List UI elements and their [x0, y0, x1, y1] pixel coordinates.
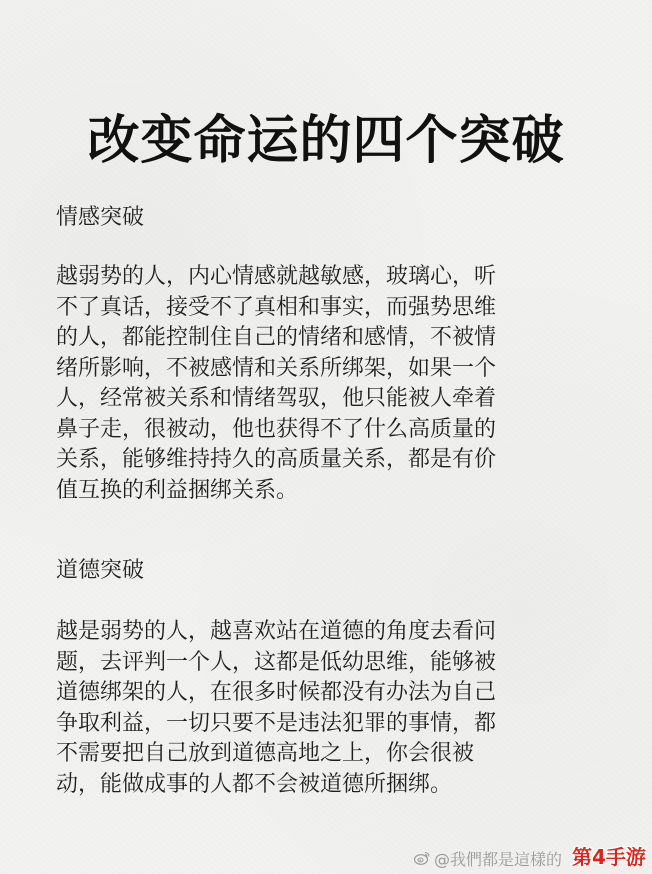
paragraph-line: 道德绑架的人，在很多时候都没有办法为自己: [56, 680, 497, 705]
section-heading-morality: 道德突破: [56, 558, 145, 583]
paragraph-line: 越是弱势的人，越喜欢站在道德的角度去看问: [56, 619, 497, 644]
brand-logo: 第4手游: [572, 845, 646, 869]
page-title: 改变命运的四个突破: [87, 111, 565, 171]
paragraph-line: 关系，能够维持持久的高质量关系，都是有价: [56, 447, 497, 472]
paragraph-line: 绪所影响，不被感情和关系所绑架，如果一个: [56, 355, 497, 381]
weibo-icon: [414, 851, 430, 865]
watermark-text: @我們都是這樣的: [434, 849, 563, 869]
paragraph-line: 不了真话，接受不了真相和事实，而强势思维: [56, 294, 497, 320]
paragraph-line: 争取利益，一切只要不是违法犯罪的事情，都: [56, 710, 497, 736]
section-paragraph-emotion: [56, 262, 616, 506]
paragraph-line: 动，能做成事的人都不会被道德所捆绑。: [56, 771, 453, 797]
paragraph-line: 的人，都能控制住自己的情绪和感情，不被情: [56, 325, 497, 350]
section-paragraph-morality: [56, 617, 616, 800]
paragraph-line: 越弱势的人，内心情感就越敏感，玻璃心，听: [56, 264, 497, 289]
paragraph-line: 人，经常被关系和情绪驾驭，他只能被人牵着: [56, 386, 497, 411]
paragraph-line: 值互换的利益捆绑关系。: [56, 477, 299, 503]
watermark: [414, 846, 579, 870]
paragraph-line: 不需要把自己放到道德高地之上，你会很被: [56, 741, 475, 766]
paragraph-line: 鼻子走，很被动，他也获得不了什么高质量的: [56, 416, 497, 442]
paragraph-line: 题，去评判一个人，这都是低幼思维，能够被: [56, 649, 497, 675]
section-heading-emotion: 情感突破: [56, 205, 145, 230]
